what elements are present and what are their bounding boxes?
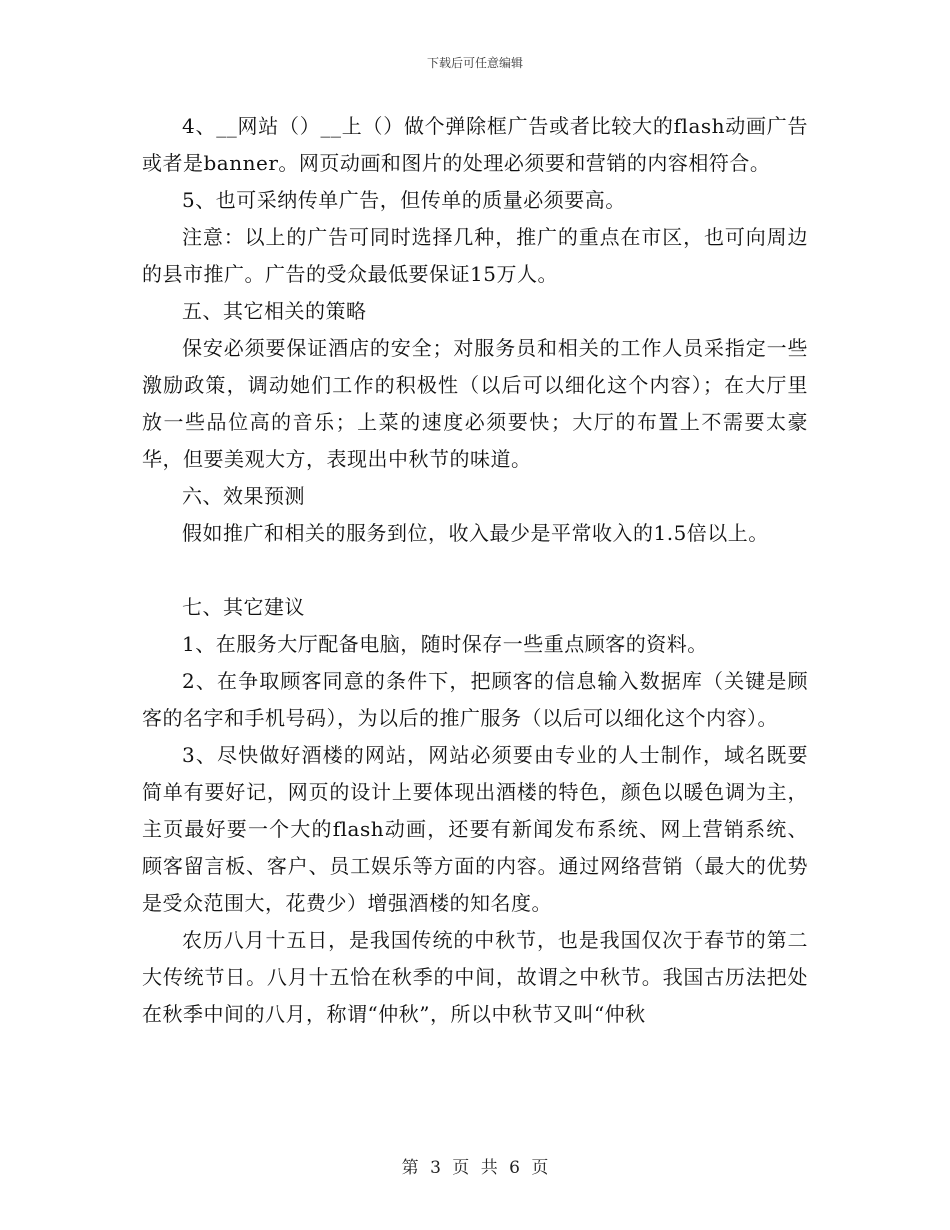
paragraph-banner-ad: 4、__网站（）__上（）做个弹除框广告或者比较大的flash动画广告或者是banner。网页动画和图片的处理必须要和营销的内容相符合。	[142, 114, 808, 175]
section-heading-other-strategies: 五、其它相关的策略	[182, 299, 367, 323]
paragraph-suggestion-2: 2、在争取顾客同意的条件下，把顾客的信息输入数据库（关键是顾客的名字和手机号码），为以后的推广服务（以后可以细化这个内容）。	[142, 669, 808, 730]
section-heading-suggestions: 七、其它建议	[182, 595, 305, 619]
paragraph-strategies: 保安必须要保证酒店的安全；对服务员和相关的工作人员采指定一些激励政策，调动她们工作的积极性（以后可以细化这个内容）；在大厅里放一些品位高的音乐；上菜的速度必须要快；大厅的布置上不需要太豪华，但要美观大方，表现出中秋节的味道。	[142, 336, 808, 471]
document-body	[142, 108, 808, 1033]
section-heading-forecast: 六、效果预测	[182, 484, 305, 508]
page-number-footer: 第 3 页 共 6 页	[401, 1158, 549, 1178]
paragraph-suggestion-1: 1、在服务大厅配备电脑，随时保存一些重点顾客的资料。	[182, 632, 708, 656]
paragraph-mid-autumn-intro: 农历八月十五日，是我国传统的中秋节，也是我国仅次于春节的第二大传统节日。八月十五恰在秋季的中间，故谓之中秋节。我国古历法把处在秋季中间的八月，称谓“仲秋”，所以中秋节又叫“仲秋	[142, 928, 808, 1026]
header-note: 下载后可任意编辑	[426, 56, 523, 70]
blank-line	[142, 552, 808, 589]
paragraph-ad-note: 注意：以上的广告可同时选择几种，推广的重点在市区，也可向周边的县市推广。广告的受众最低要保证15万人。	[142, 225, 808, 286]
paragraph-forecast: 假如推广和相关的服务到位，收入最少是平常收入的1.5倍以上。	[182, 521, 769, 545]
paragraph-suggestion-3: 3、尽快做好酒楼的网站，网站必须要由专业的人士制作，域名既要简单有要好记，网页的设计上要体现出酒楼的特色，颜色以暖色调为主，主页最好要一个大的flash动画，还要有新闻发布系统、网上营销系统、顾客留言板、客户、员工娱乐等方面的内容。通过网络营销（最大的优势是受众范围大，花费少）增强酒楼的知名度。	[142, 743, 808, 915]
paragraph-flyer-ad: 5、也可采纳传单广告，但传单的质量必须要高。	[182, 188, 626, 212]
